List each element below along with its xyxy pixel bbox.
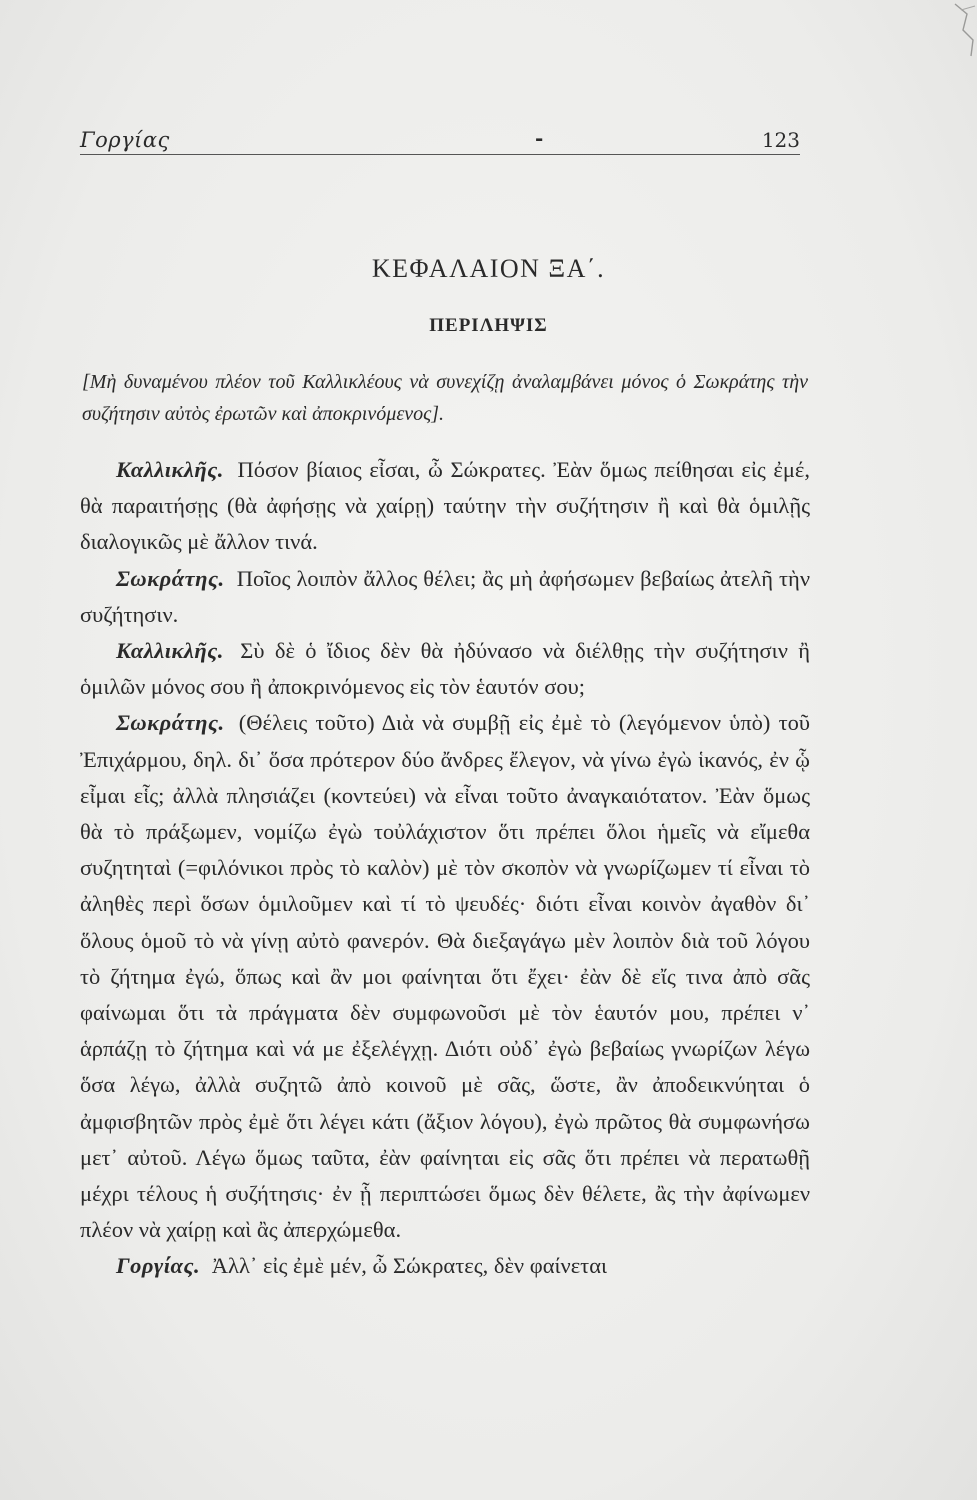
dialogue-paragraph	[80, 1248, 810, 1284]
speech-text: Πόσον βίαιος εἶσαι, ὦ Σώκρατες. Ἐὰν ὅμως πείθησαι εἰς ἐμέ, θὰ παραιτήσῃς (θὰ ἀφήσῃς νὰ χαίρῃ) ταύτην τὴν συζήτησιν ἢ καὶ θὰ ὁμιλῇς διαλογικῶς μὲ ἄλλον τινά.	[80, 457, 811, 555]
dialogue-paragraph	[80, 705, 810, 1248]
chapter-summary: [Μὴ δυναμένου πλέον τοῦ Καλλικλέους νὰ συνεχίζῃ ἀναλαμβάνει μόνος ὁ Σωκράτης τὴν συζήτησιν αὐτὸς ἐρωτῶν καὶ ἀποκρινόμενος].	[82, 371, 808, 425]
speech-text: Ἀλλ᾽ εἰς ἐμὲ μέν, ὦ Σώκρατες, δὲν φαίνεται	[211, 1253, 608, 1279]
speaker-name: Γοργίας.	[116, 1253, 201, 1279]
running-header	[80, 128, 800, 155]
summary-heading: ΠΕΡΙΛΗΨΙΣ	[429, 315, 548, 336]
speaker-name: Σωκράτης.	[116, 710, 225, 736]
speaker-name: Σωκράτης.	[116, 565, 225, 591]
page-number: 123	[761, 128, 800, 152]
speaker-name: Καλλικλῆς.	[116, 457, 224, 482]
dialogue-text	[80, 452, 810, 1285]
speech-text: (Θέλεις τοῦτο) Διὰ νὰ συμβῇ εἰς ἐμὲ τὸ (λεγόμενον ὑπὸ) τοῦ Ἐπιχάρμου, δηλ. δι᾽ ὅσα πρότερον δύο ἄνδρες ἔλεγον, νὰ γίνω ἐγὼ ἱκανός, ἐν ᾧ εἶμαι εἷς; ἀλλὰ πλησιάζει (κοντεύει) νὰ εἶναι τοῦτο ἀναγκαιότατον. Ἐὰν ὅμως θὰ τὸ πράξωμεν, νομίζω ἐγὼ τοὐλάχιστον ὅτι πρέπει ὅλοι ἡμεῖς νὰ εἴμεθα συζητηταὶ (=φιλόνικοι πρὸς τὸ καλὸν) μὲ τὸν σκοπὸν νὰ γνωρίζωμεν τί εἶναι τὸ ἀληθὲς περὶ ὅσων ὁμιλοῦμεν καὶ τί τὸ ψευδές· διότι εἶναι κοινὸν ἀγαθὸν δι᾽ ὅλους ὁμοῦ τὸ νὰ γίνῃ αὐτὸ φανερόν. Θὰ διεξαγάγω μὲν λοιπὸν διὰ τοῦ λόγου τὸ ζήτημα ἐγώ, ὅπως καὶ ἂν μοι φαίνηται ὅτι ἔχει· ἐὰν δὲ εἴς τινα ἀπὸ σᾶς φαίνωμαι ὅτι τὰ πράγματα δὲν συμφωνοῦσι μὲ τὸν ἑαυτόν μου, πρέπει ν᾽ ἁρπάζῃ τὸ ζήτημα καὶ νά με ἐξελέγχῃ. Διότι οὐδ᾽ ἐγὼ βεβαίως γνωρίζων λέγω ὅσα λέγω, ἀλλὰ συζητῶ ἀπὸ κοινοῦ μὲ σᾶς, ὥστε, ἂν ἀποδεικνύηται ὁ ἀμφισβητῶν πρὸς ἐμὲ ὅτι λέγει κάτι (ἄξιον λόγου), ἐγὼ πρῶτος θὰ συμφωνήσω μετ᾽ αὐτοῦ. Λέγω ὅμως ταῦτα, ἐὰν φαίνηται εἰς σᾶς ὅτι πρέπει νὰ περατωθῇ μέχρι τέλους ἡ συζήτησις· ἐν ᾗ περιπτώσει ὅμως δὲν θέλετε, ἂς τὴν ἀφίνωμεν πλέον νὰ χαίρῃ καὶ ἂς ἀπερχώμεθα.	[80, 710, 810, 1243]
chapter-title: ΚΕΦΑΛΑΙΟΝ ΞΑ΄.	[371, 254, 606, 283]
header-dash: -	[535, 126, 544, 150]
dialogue-paragraph	[80, 452, 810, 561]
speech-text: Ποῖος λοιπὸν ἄλλος θέλει; ἂς μὴ ἀφήσωμεν βεβαίως ἀτελῆ τὴν συζήτησιν.	[80, 565, 810, 627]
dialogue-paragraph	[80, 633, 810, 705]
page-corner-mark	[937, 0, 977, 60]
speaker-name: Καλλικλῆς.	[116, 638, 224, 664]
dialogue-paragraph	[80, 561, 810, 633]
speech-text: Σὺ δὲ ὁ ἴδιος δὲν θὰ ἠδύνασο νὰ διέλθῃς τὴν συζήτησιν ἢ ὁμιλῶν μόνος σου ἢ ἀποκρινόμενος εἰς τὸν ἑαυτόν σου;	[80, 638, 811, 700]
running-title: Γοργίας	[80, 128, 170, 152]
